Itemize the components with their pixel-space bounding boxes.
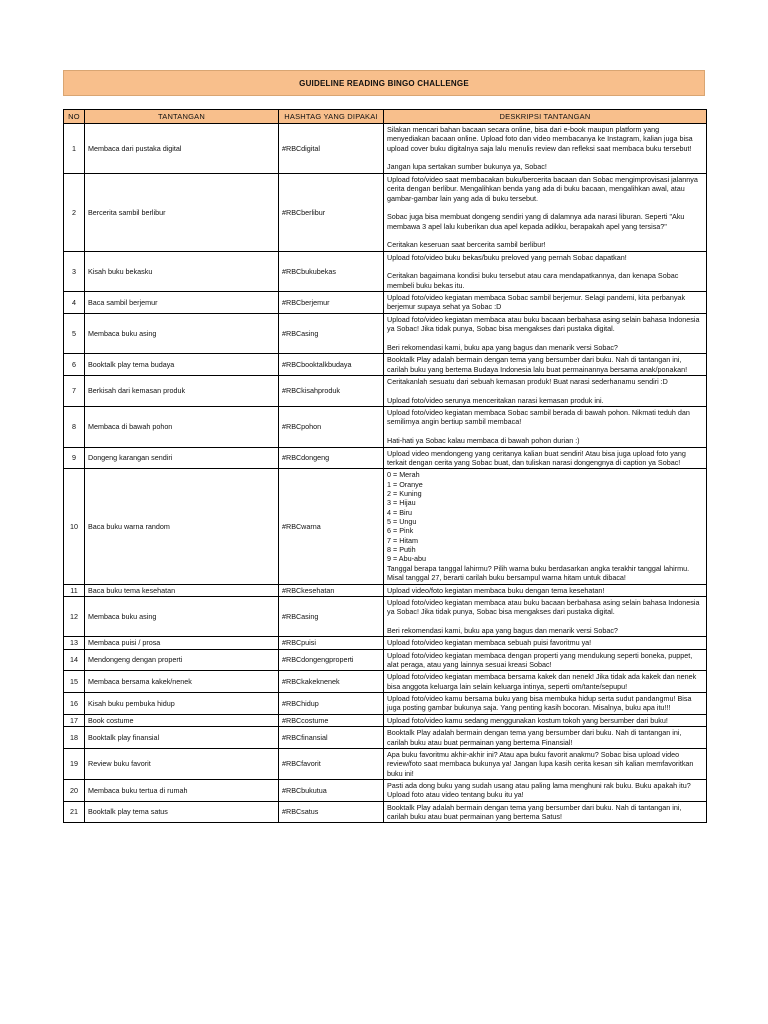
row-description: Upload foto/video buku bekas/buku preloved yang pernah Sobac dapatkan! Ceritakan bagaimana kondisi buku tersebut atau cara mendapatkannya, dan kenapa Sobac membeli buku bekas itu.	[384, 251, 707, 291]
table-row	[64, 375, 707, 406]
row-description: Upload foto/video kamu sedang menggunakan kostum tokoh yang bersumber dari buku!	[384, 714, 707, 726]
row-challenge: Kisah buku pembuka hidup	[85, 693, 279, 715]
row-hashtag: #RBCbukubekas	[279, 251, 384, 291]
row-description: Booktalk Play adalah bermain dengan tema yang bersumber dari buku. Nah di tantangan ini, carilah buku yang bertema Budaya Indonesia lalu buat permainannya bersama anak/ponakan!	[384, 354, 707, 376]
row-description: Silakan mencari bahan bacaan secara online, bisa dari e-book maupun platform yang menyediakan bacaan online. Upload foto dan video membacanya ke Instagram, kalian juga bisa upload cover buku digitalnya saja lalu menulis review dan refleksi saat membaca buku tersebut! Jangan lupa sertakan sumber bukunya ya, Sobac!	[384, 124, 707, 174]
table-row	[64, 584, 707, 596]
row-description: Upload foto/video kamu bersama buku yang bisa membuka hidup serta sudut pandangmu! Bisa juga posting gambar bukunya saja. Yang penting kasih bocoran. Misalnya, buku apa itu!!!	[384, 693, 707, 715]
row-hashtag: #RBCasing	[279, 313, 384, 353]
row-hashtag: #RBCkisahproduk	[279, 375, 384, 406]
row-hashtag: #RBChidup	[279, 693, 384, 715]
table-row	[64, 173, 707, 251]
row-hashtag: #RBCwarna	[279, 469, 384, 584]
row-description: Ceritakanlah sesuatu dari sebuah kemasan produk! Buat narasi sederhanamu sendiri :D Upload foto/video serunya menceritakan narasi kemasan produk ini.	[384, 375, 707, 406]
row-hashtag: #RBCpuisi	[279, 637, 384, 649]
row-hashtag: #RBCcostume	[279, 714, 384, 726]
row-description: Booktalk Play adalah bermain dengan tema yang bersumber dari buku. Nah di tantangan ini, carilah buku atau buat permainan yang bertema Satus!	[384, 801, 707, 823]
row-challenge: Bercerita sambil berlibur	[85, 173, 279, 251]
row-description: Upload video/foto kegiatan membaca buku dengan tema kesehatan!	[384, 584, 707, 596]
row-hashtag: #RBCsatus	[279, 801, 384, 823]
row-hashtag: #RBCberjemur	[279, 292, 384, 314]
row-description: Upload foto/video kegiatan membaca Sobac sambil berjemur. Selagi pandemi, kita perbanyak berjemur supaya sehat ya Sobac :D	[384, 292, 707, 314]
row-description: Upload foto/video kegiatan membaca atau buku bacaan berbahasa asing selain bahasa Indonesia ya Sobac! Jika tidak punya, Sobac bisa mengakses dari pustaka digital. Beri rekomendasi kami, buku apa yang bagus dan menarik versi Sobac?	[384, 596, 707, 636]
row-number: 7	[64, 375, 85, 406]
row-description: 0 = Merah 1 = Oranye 2 = Kuning 3 = Hijau 4 = Biru 5 = Ungu 6 = Pink 7 = Hitam 8 = Putih 9 = Abu-abu Tanggal berapa tanggal lahirmu? Pilih warna buku berdasarkan angka terakhir tanggal lahirmu. Misal tanggal 27, berarti carilah buku bersampul warna hitam untuk dibaca!	[384, 469, 707, 584]
table-row	[64, 727, 707, 749]
row-hashtag: #RBCberlibur	[279, 173, 384, 251]
row-number: 13	[64, 637, 85, 649]
row-challenge: Review buku favorit	[85, 748, 279, 779]
header-tantangan: TANTANGAN	[85, 110, 279, 124]
row-challenge: Baca buku warna random	[85, 469, 279, 584]
page-title: GUIDELINE READING BINGO CHALLENGE	[63, 70, 705, 96]
row-number: 19	[64, 748, 85, 779]
row-number: 1	[64, 124, 85, 174]
row-challenge: Book costume	[85, 714, 279, 726]
row-hashtag: #RBCfinansial	[279, 727, 384, 749]
row-challenge: Membaca puisi / prosa	[85, 637, 279, 649]
row-number: 15	[64, 671, 85, 693]
header-deskripsi: DESKRIPSI TANTANGAN	[384, 110, 707, 124]
table-row	[64, 313, 707, 353]
row-number: 17	[64, 714, 85, 726]
row-challenge: Membaca buku tertua di rumah	[85, 780, 279, 802]
row-hashtag: #RBCbukutua	[279, 780, 384, 802]
row-challenge: Baca sambil berjemur	[85, 292, 279, 314]
row-number: 14	[64, 649, 85, 671]
row-challenge: Kisah buku bekasku	[85, 251, 279, 291]
row-description: Upload foto/video kegiatan membaca Sobac sambil berada di bawah pohon. Nikmati teduh dan semilirnya angin bertiup sambil membaca! Hati-hati ya Sobac kalau membaca di bawah pohon durian :)	[384, 407, 707, 447]
row-number: 5	[64, 313, 85, 353]
row-number: 3	[64, 251, 85, 291]
row-hashtag: #RBCpohon	[279, 407, 384, 447]
row-hashtag: #RBCasing	[279, 596, 384, 636]
row-challenge: Baca buku tema kesehatan	[85, 584, 279, 596]
table-row	[64, 637, 707, 649]
table-row	[64, 469, 707, 584]
row-hashtag: #RBCdongeng	[279, 447, 384, 469]
row-hashtag: #RBCkesehatan	[279, 584, 384, 596]
row-challenge: Booktalk play tema budaya	[85, 354, 279, 376]
row-challenge: Membaca buku asing	[85, 313, 279, 353]
table-row	[64, 124, 707, 174]
row-challenge: Membaca di bawah pohon	[85, 407, 279, 447]
row-hashtag: #RBCdigital	[279, 124, 384, 174]
row-number: 18	[64, 727, 85, 749]
table-row	[64, 407, 707, 447]
table-row	[64, 251, 707, 291]
row-description: Upload foto/video kegiatan membaca sebuah puisi favoritmu ya!	[384, 637, 707, 649]
row-description: Upload foto/video kegiatan membaca bersama kakek dan nenek! Jika tidak ada kakek dan nenek bisa anggota keluarga lain selain keluarga intinya, seperti om/tante/sepupu!	[384, 671, 707, 693]
table-row	[64, 693, 707, 715]
table-row	[64, 780, 707, 802]
row-challenge: Dongeng karangan sendiri	[85, 447, 279, 469]
row-challenge: Booktalk play tema satus	[85, 801, 279, 823]
row-number: 21	[64, 801, 85, 823]
row-number: 9	[64, 447, 85, 469]
row-description: Upload foto/video kegiatan membaca atau buku bacaan berbahasa asing selain bahasa Indonesia ya Sobac! Jika tidak punya, Sobac bisa mengakses dari pustaka digital. Beri rekomendasi kami, buku apa yang bagus dan menarik versi Sobac?	[384, 313, 707, 353]
row-number: 6	[64, 354, 85, 376]
table-row	[64, 748, 707, 779]
row-number: 2	[64, 173, 85, 251]
row-number: 16	[64, 693, 85, 715]
row-challenge: Membaca bersama kakek/nenek	[85, 671, 279, 693]
row-description: Upload video mendongeng yang ceritanya kalian buat sendiri! Atau bisa juga upload foto yang terkait dengan cerita yang Sobac buat, dan tuliskan narasi dongengnya di caption ya Sobac!	[384, 447, 707, 469]
row-description: Upload foto/video kegiatan membaca dengan properti yang mendukung seperti boneka, puppet, alat peraga, atau yang lainnya sesuai kreasi Sobac!	[384, 649, 707, 671]
row-hashtag: #RBCbooktalkbudaya	[279, 354, 384, 376]
row-challenge: Berkisah dari kemasan produk	[85, 375, 279, 406]
table-row	[64, 596, 707, 636]
table-row	[64, 354, 707, 376]
row-challenge: Membaca dari pustaka digital	[85, 124, 279, 174]
row-number: 12	[64, 596, 85, 636]
row-hashtag: #RBCdongengproperti	[279, 649, 384, 671]
row-challenge: Membaca buku asing	[85, 596, 279, 636]
table-header-row	[64, 110, 707, 124]
table-row	[64, 714, 707, 726]
header-hashtag: HASHTAG YANG DIPAKAI	[279, 110, 384, 124]
row-number: 11	[64, 584, 85, 596]
row-challenge: Booktalk play finansial	[85, 727, 279, 749]
challenge-table	[63, 109, 707, 823]
table-row	[64, 292, 707, 314]
row-number: 8	[64, 407, 85, 447]
row-hashtag: #RBCfavorit	[279, 748, 384, 779]
table-row	[64, 447, 707, 469]
row-challenge: Mendongeng dengan properti	[85, 649, 279, 671]
row-description: Pasti ada dong buku yang sudah usang atau paling lama menghuni rak buku. Buku apakah itu? Upload foto atau video tentang buku itu ya!	[384, 780, 707, 802]
table-row	[64, 801, 707, 823]
row-number: 20	[64, 780, 85, 802]
row-number: 10	[64, 469, 85, 584]
row-description: Apa buku favoritmu akhir-akhir ini? Atau apa buku favorit anakmu? Sobac bisa upload video review/foto saat membaca bukunya ya! Jangan lupa kasih cerita kesan sih kalian memfavoritkan buku ini!	[384, 748, 707, 779]
header-no: NO	[64, 110, 85, 124]
row-description: Upload foto/video saat membacakan buku/bercerita bacaan dan Sobac mengimprovisasi jalannya cerita dengan berlibur. Mengalihkan benda yang ada di buku bacaan, mengalihkan awal, atau gambar-gambar lain yang ada di buku tersebut. Sobac juga bisa membuat dongeng sendiri yang di dalamnya ada narasi liburan. Seperti "Aku membawa 3 apel lalu kuberikan dua apel kepada adikku, berapakah apel yang tersisa?" Ceritakan keseruan saat bercerita sambil berlibur!	[384, 173, 707, 251]
table-row	[64, 649, 707, 671]
row-description: Booktalk Play adalah bermain dengan tema yang bersumber dari buku. Nah di tantangan ini, carilah buku atau buat permainan yang bertema Finansial!	[384, 727, 707, 749]
row-hashtag: #RBCkakeknenek	[279, 671, 384, 693]
table-row	[64, 671, 707, 693]
row-number: 4	[64, 292, 85, 314]
